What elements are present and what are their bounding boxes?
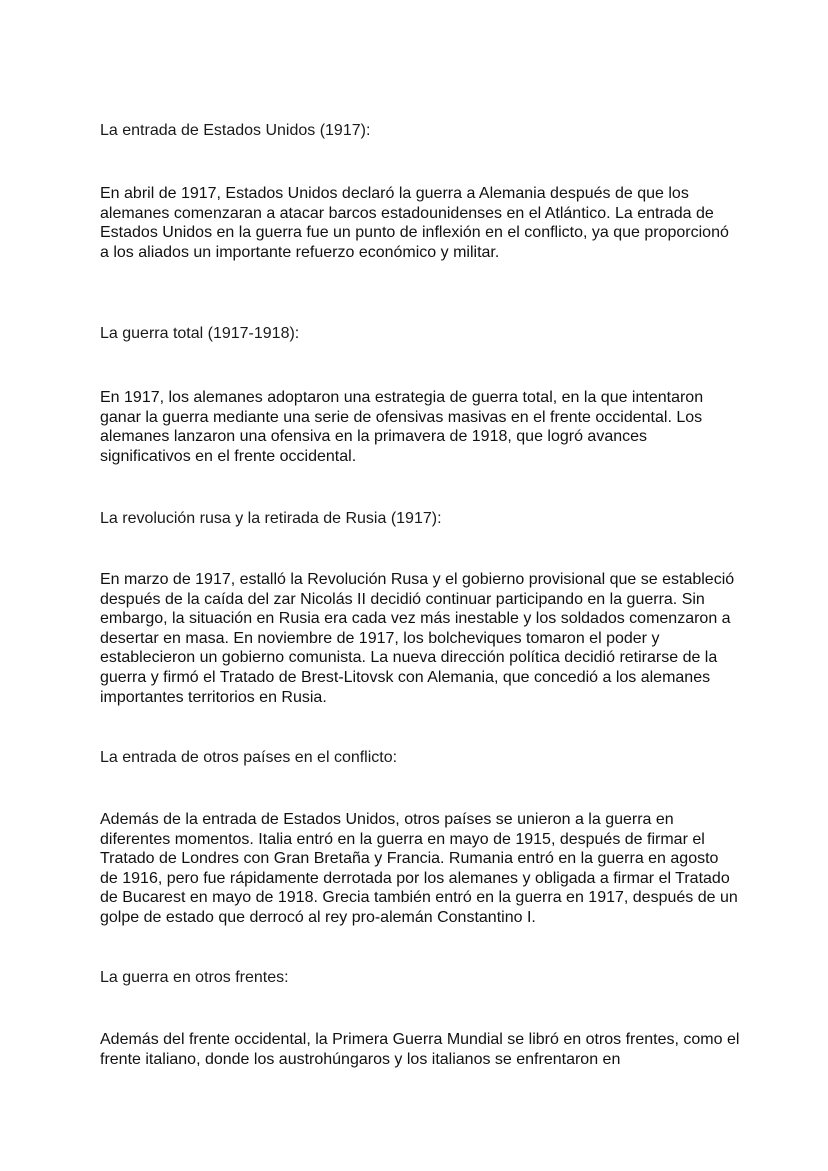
section-paragraph-other-fronts: Además del frente occidental, la Primera Guerra Mundial se libró en otros frentes, como el frente italiano, donde los austrohúngaros y los italianos se enfrentaron en (100, 1031, 740, 1068)
section-heading-other-fronts: La guerra en otros frentes: (100, 969, 289, 986)
section-heading-us-entry: La entrada de Estados Unidos (1917): (100, 122, 371, 139)
section-heading-other-countries: La entrada de otros países en el conflicto: (100, 749, 398, 766)
section-paragraph-russian-revolution: En marzo de 1917, estalló la Revolución Rusa y el gobierno provisional que se estableció después de la caída del zar Nicolás II decidió continuar participando en la guerra. Sin embargo, la situación en Rusia era cada vez más inestable y los soldados comenzaron a desertar en masa. En noviembre de 1917, los bolcheviques tomaron el poder y establecieron un gobierno comunista. La nueva dirección política decidió retirarse de la guerra y firmó el Tratado de Brest-Litovsk con Alemania, que concedió a los alemanes importantes territorios en Rusia. (100, 571, 735, 706)
section-paragraph-us-entry: En abril de 1917, Estados Unidos declaró la guerra a Alemania después de que los alemanes comenzaran a atacar barcos estadounidenses en el Atlántico. La entrada de Estados Unidos en la guerra fue un punto de inflexión en el conflicto, ya que proporcionó a los aliados un importante refuerzo económico y militar. (100, 185, 729, 261)
section-paragraph-total-war: En 1917, los alemanes adoptaron una estrategia de guerra total, en la que intentaron ganar la guerra mediante una serie de ofensivas masivas en el frente occidental. Los alemanes lanzaron una ofensiva en la primavera de 1918, que logró avances significativos en el frente occidental. (100, 389, 704, 465)
section-heading-russian-revolution: La revolución rusa y la retirada de Rusia (1917): (100, 510, 442, 527)
section-heading-total-war: La guerra total (1917-1918): (100, 325, 300, 342)
section-paragraph-other-countries: Además de la entrada de Estados Unidos, otros países se unieron a la guerra en diferentes momentos. Italia entró en la guerra en mayo de 1915, después de firmar el Tratado de Londres con Gran Bretaña y Francia. Rumania entró en la guerra en agosto de 1916, pero fue rápidamente derrotada por los alemanes y obligada a firmar el Tratado de Bucarest en mayo de 1918. Grecia también entró en la guerra en 1917, después de un golpe de estado que derrocó al rey pro-alemán Constantino I. (100, 811, 738, 926)
